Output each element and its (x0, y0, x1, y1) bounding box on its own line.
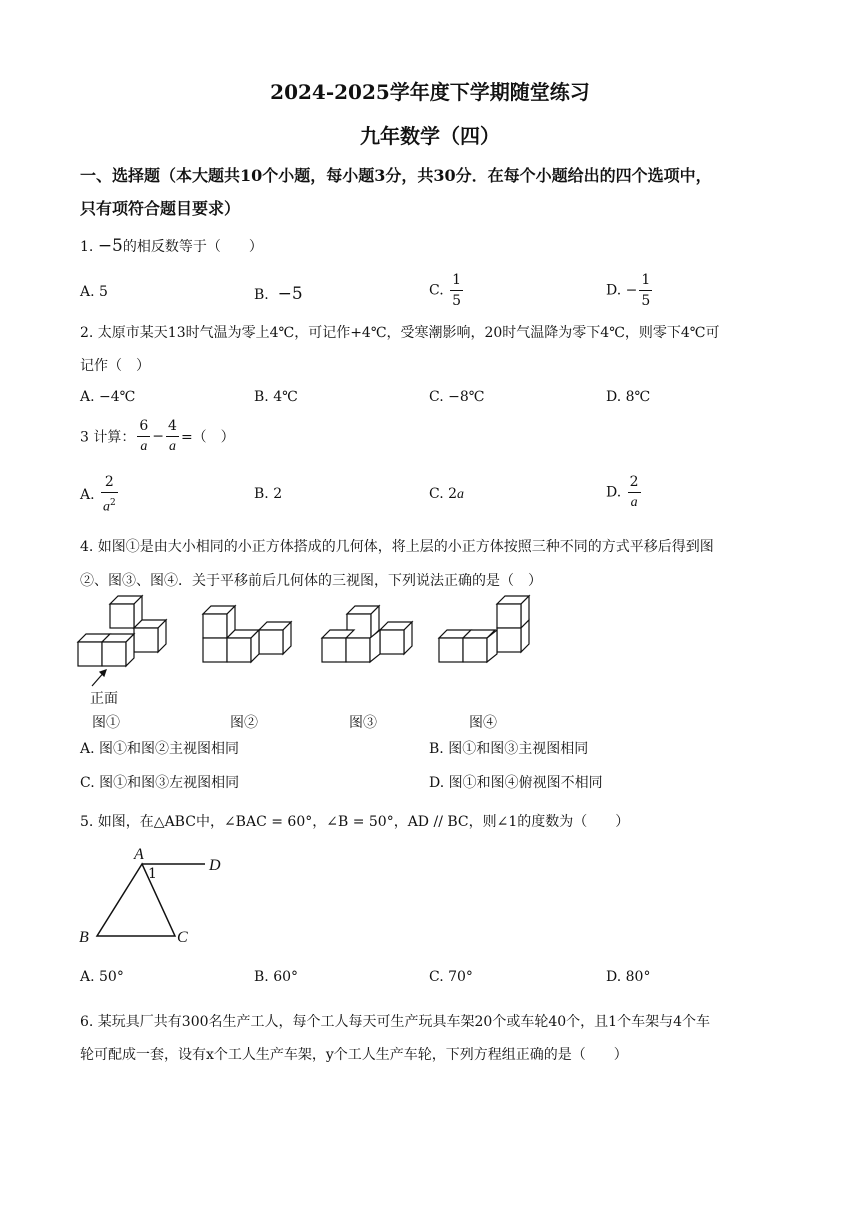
question-3: 3 计算： $\frac{6}{a}$ − $\frac{4}{a}$ =（ ） (80, 418, 235, 454)
section-heading-line1: 一、选择题（本大题共10个小题，每小题3分，共30分．在每个小题给出的四个选项中， (80, 166, 712, 185)
question-1-text: 的相反数等于（ ） (122, 239, 263, 255)
vertex-label-d: D (209, 857, 221, 874)
q1-option-d: D. − $\frac{1}{5}$ (606, 272, 651, 309)
question-6-line1: 6. 某玩具厂共有300名生产工人，每个工人每天可生产玩具车架20个或车轮40个，且1个车架与4个车 (80, 1014, 710, 1030)
q2-option-c: C. −8℃ (429, 389, 485, 405)
fraction: $\frac{1}{5}$ (641, 272, 651, 309)
fraction: $\frac{1}{5}$ (452, 272, 462, 309)
q5-option-d: D. 80° (606, 969, 651, 985)
figure-caption-3: 图③ (349, 715, 377, 731)
page-subtitle: 九年数学（四） (360, 124, 500, 148)
q1-option-c: C. $\frac{1}{5}$ (429, 272, 462, 309)
page-title: 2024-2025学年度下学期随堂练习 (270, 80, 590, 104)
figure-caption-1: 图① (92, 715, 120, 731)
q4-option-a: A. 图①和图②主视图相同 (80, 741, 240, 757)
question-1 (80, 236, 263, 256)
cube-figure-1 (78, 596, 166, 686)
q4-option-c: C. 图①和图③左视图相同 (80, 775, 240, 791)
question-4-line2: ②、图③、图④．关于平移前后几何体的三视图，下列说法正确的是（ ） (80, 573, 542, 589)
section-heading-line2: 只有项符合题目要求） (80, 199, 241, 218)
front-label: 正面 (90, 691, 118, 707)
q3-option-d: D. $\frac{2}{a}$ (606, 474, 639, 510)
cube-figure-4 (439, 596, 529, 662)
triangle-figure (70, 842, 270, 952)
question-5: 5. 如图，在△ABC中，∠BAC = 60°，∠B = 50°，AD // BC，则∠1的度数为（ ） (80, 814, 630, 830)
q2-option-a: A. −4℃ (80, 389, 136, 405)
q1-option-b: B. −5 (254, 284, 303, 304)
q5-option-b: B. 60° (254, 969, 299, 985)
cube-figure-2 (203, 606, 291, 662)
q2-option-b: B. 4℃ (254, 389, 298, 405)
question-4-line1: 4. 如图①是由大小相同的小正方体搭成的几何体，将上层的小正方体按照三种不同的方式平移后得到图 (80, 539, 714, 555)
question-1-expression: −5 (97, 236, 123, 256)
vertex-label-a: A (134, 846, 144, 863)
figure-caption-4: 图④ (469, 715, 497, 731)
q1-option-a: A. 5 (80, 284, 108, 300)
cube-figures (0, 592, 860, 712)
q4-option-b: B. 图①和图③主视图相同 (429, 741, 589, 757)
figure-caption-2: 图② (230, 715, 258, 731)
cube-figure-3 (322, 606, 412, 662)
question-2-line2: 记作（ ） (80, 358, 150, 374)
q5-option-a: A. 50° (80, 969, 124, 985)
q2-option-d: D. 8℃ (606, 389, 651, 405)
question-number: 1. (80, 239, 94, 255)
vertex-label-b: B (79, 929, 89, 946)
question-2-line1: 2. 太原市某天13时气温为零上4℃，可记作+4℃，受寒潮影响，20时气温降为零下4℃，则零下4℃可 (80, 325, 720, 341)
q3-option-c: C. 2a (429, 486, 465, 502)
q4-option-d: D. 图①和图④俯视图不相同 (429, 775, 603, 791)
q3-option-b: B. 2 (254, 486, 283, 502)
q3-option-a: A. $\frac{2}{a^2}$ (80, 474, 116, 515)
angle-label-1: 1 (148, 866, 157, 882)
q5-option-c: C. 70° (429, 969, 473, 985)
vertex-label-c: C (177, 929, 188, 946)
question-6-line2: 轮可配成一套，设有x个工人生产车架，y个工人生产车轮，下列方程组正确的是（ ） (80, 1047, 628, 1063)
